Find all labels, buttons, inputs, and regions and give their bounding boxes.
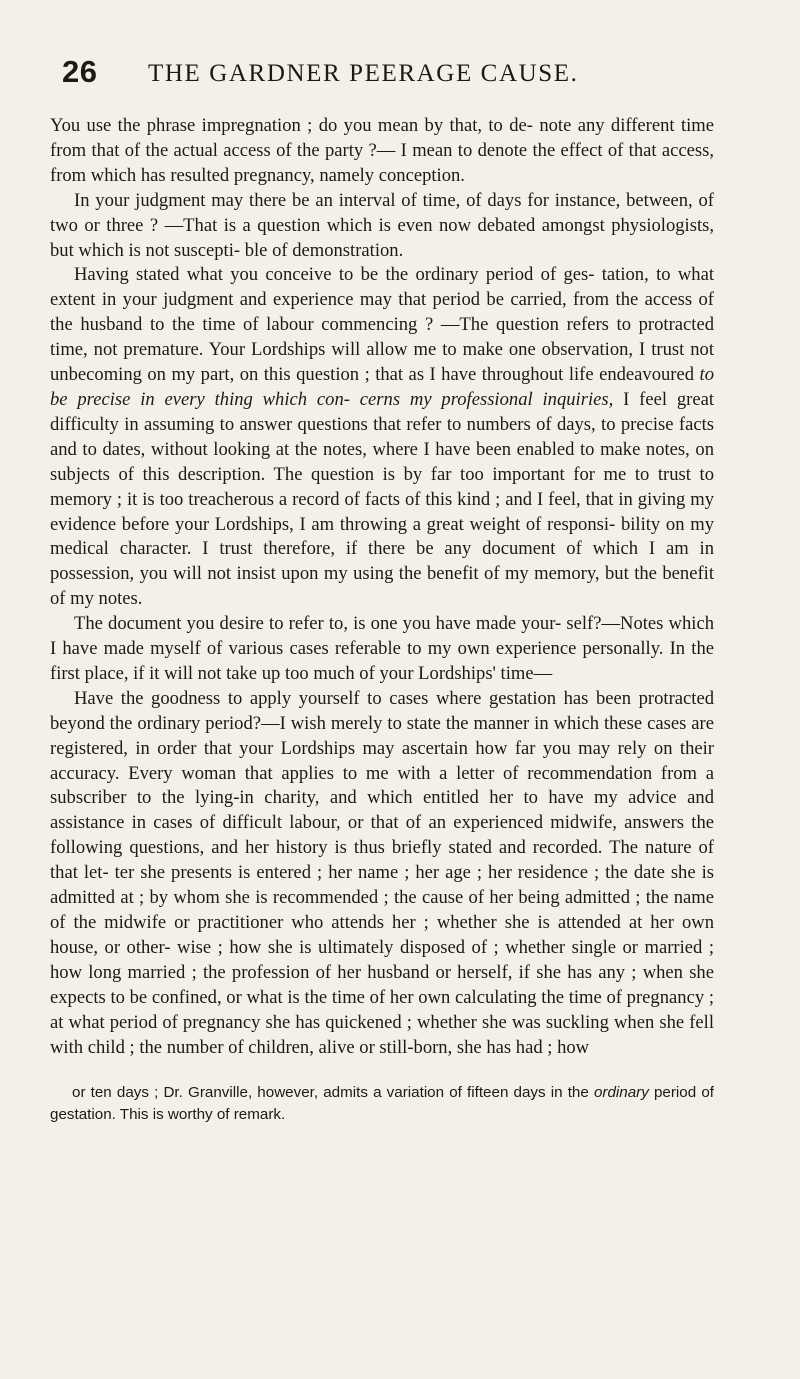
running-head [50, 54, 714, 94]
page-number: 26 [62, 54, 98, 89]
italic-phrase: to be precise in every thing which con- cerns my professional inquiries, [50, 364, 714, 410]
paragraph-2: In your judgment may there be an interval of time, of days for instance, between, of two or three ? —That is a question which is even now debated amongst physiologists, but which is not suscepti- ble of demonstration. [50, 189, 714, 261]
footnote: or ten days ; Dr. Granville, however, admits a variation of fifteen days in the ordinary period of gestation. This is worthy of remark. [50, 1084, 715, 1124]
body-text [50, 114, 714, 1060]
paragraph-5: Have the goodness to apply yourself to cases where gestation has been protracted beyond the ordinary period?—I wish merely to state the manner in which these cases are registered, in order that your Lordships may ascertain how far you may rely on their accuracy. Every woman that applies to me with a letter of recommendation from a subscriber to the lying-in charity, and which entitled her to have my advice and assistance in cases of difficult labour, or that of an experienced midwife, answers the following questions, and her history is thus briefly stated and recorded. The nature of that let- ter she presents is entered ; her name ; her age ; her residence ; the date she is admitted at ; by whom she is recommended ; the cause of her being admitted ; the name of the midwife or practitioner who attends her ; whether she is attended at her own house, or other- wise ; how she is ultimately disposed of ; whether single or married ; how long married ; the profession of her husband or herself, if she has any ; when she expects to be confined, or what is the time of her own calculating the time of pregnancy ; at what period of pregnancy she has quickened ; whether she was suckling when she fell with child ; the number of children, alive or still-born, she has had ; how [50, 687, 714, 1058]
paragraph-4: The document you desire to refer to, is one you have made your- self?—Notes which I have made myself of various cases referable to my own experience personally. In the first place, if it will not take up too much of your Lordships' time— [50, 613, 714, 684]
paragraph-3: Having stated what you conceive to be the ordinary period of ges- tation, to what extent in your judgment and experience may that period be carried, from the access of the husband to the time of labour commencing ? —The question refers to protracted time, not premature. Your Lordships will allow me to make one observation, I trust not unbecoming on my part, on this question ; that as I have throughout life endeavoured to be precise in every thing which con- cerns my professional inquiries, I feel great difficulty in assuming to answer questions that refer to numbers of days, to precise facts and to dates, without looking at the notes, where I have been enabled to make notes, on subjects of this description. The question is by far too important for me to trust to memory ; it is too treacherous a record of facts of this kind ; and I feel, that in giving my evidence before your Lordships, I am throwing a great weight of responsi- bility on my medical character. I trust therefore, if there be any document of which I am in possession, you will not insist upon my using the benefit of my memory, but the benefit of my notes. [50, 264, 714, 610]
paragraph-1: You use the phrase impregnation ; do you mean by that, to de- note any different time from that of the actual access of the party ?— I mean to denote the effect of that access, from which has resulted pregnancy, namely conception. [50, 115, 714, 186]
running-title: THE GARDNER PEERAGE CAUSE. [148, 60, 579, 87]
footnote-italic: ordinary [593, 1084, 649, 1102]
